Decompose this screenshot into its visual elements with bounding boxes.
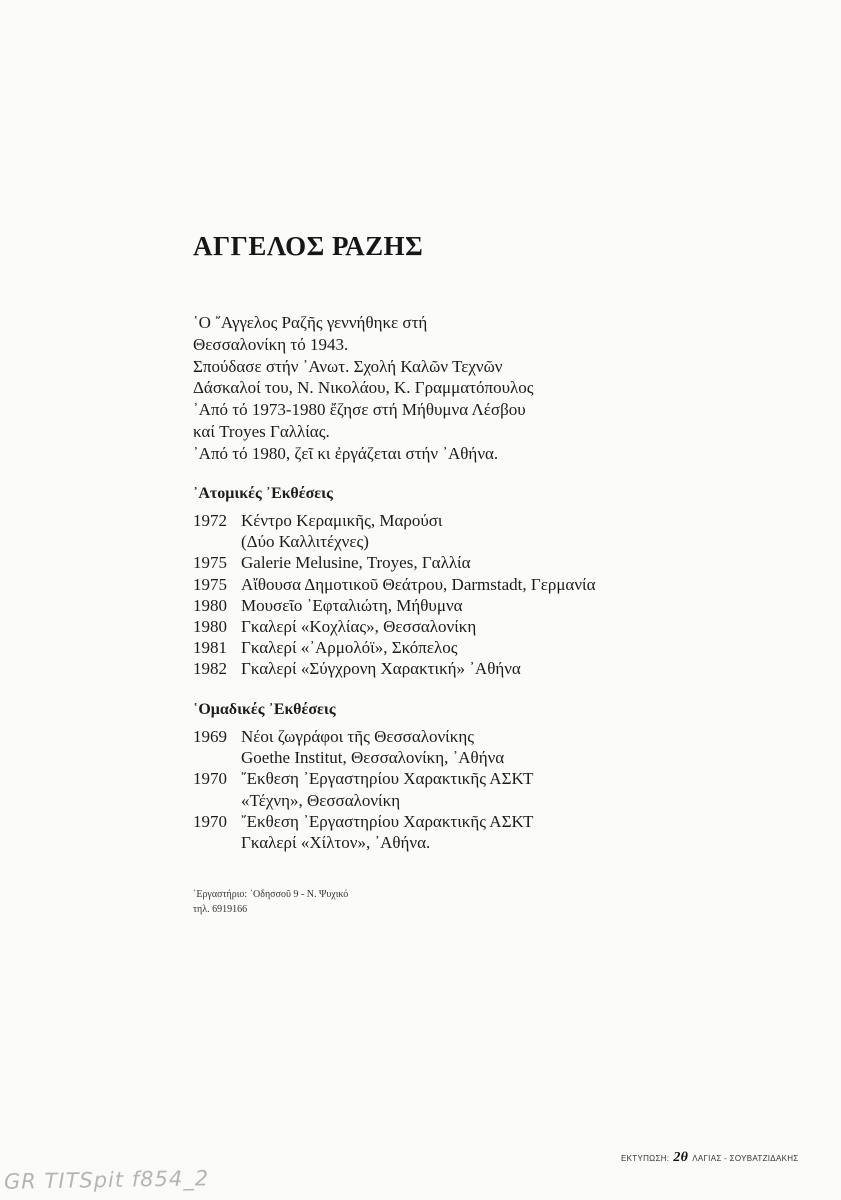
exhibition-details [241, 637, 457, 658]
printer-label: ΕΚΤΥΠΩΣΗ: [621, 1153, 670, 1163]
exhibition-venue-line: Νέοι ζωγράφοι τῆς Θεσσαλονίκης [241, 727, 474, 746]
exhibition-details [241, 510, 443, 552]
exhibition-year: 1975 [193, 574, 227, 594]
exhibition-venue-line: Γκαλερί «Κοχλίας», Θεσσαλονίκη [241, 617, 477, 637]
exhibition-year: 1982 [193, 659, 227, 679]
exhibition-venue-line: Μουσεῖο ᾿Εφταλιώτη, Μήθυμνα [241, 595, 463, 615]
exhibition-venue-line: Γκαλερί «᾿Αρμολόϊ», Σκόπελος [241, 638, 458, 658]
archive-handwritten-mark: GR TITSpit f854_2 [3, 1166, 210, 1194]
exhibition-venue-line: ῎Εκθεση ᾿Εργαστηρίου Χαρακτικῆς ΑΣΚΤ [241, 811, 534, 831]
bio-line: ᾿Από τό 1980, ζεῖ κι ἐργάζεται στήν ᾿Αθήνα. [193, 443, 499, 463]
exhibition-venue-line: «Τέχνη», Θεσσαλονίκη [241, 790, 401, 810]
exhibition-entry [193, 552, 596, 573]
exhibition-venue-line: Αἴθουσα Δημοτικοῦ Θεάτρου, Darmstadt, Γερμανία [241, 574, 596, 594]
solo-exhibitions-list [193, 510, 596, 680]
exhibition-venue-line: Κέντρο Κεραμικῆς, Μαρούσι [241, 511, 443, 530]
bio-line: καί Troyes Γαλλίας. [193, 421, 330, 441]
exhibition-venue-line: Goethe Institut, Θεσσαλονίκη, ᾿Αθήνα [241, 748, 505, 768]
solo-exhibitions-section [193, 484, 596, 680]
exhibition-venue-line: ῎Εκθεση ᾿Εργαστηρίου Χαρακτικῆς ΑΣΚΤ [241, 769, 534, 789]
exhibition-entry [193, 510, 596, 552]
bio-line: ῾Ο ῎Αγγελος Ραζῆς γεννήθηκε στή [193, 313, 428, 332]
exhibition-venue-line: Γκαλερί «Σύγχρονη Χαρακτική» ᾿Αθήνα [241, 659, 521, 679]
exhibition-entry [193, 616, 596, 637]
exhibition-year: 1970 [193, 769, 227, 789]
artist-name-title: ΑΓΓΕΛΟΣ ΡΑΖΗΣ [193, 231, 424, 261]
exhibition-entry [193, 768, 533, 810]
phone-line: τηλ. 6919166 [193, 904, 248, 915]
bio-line: Δάσκαλοί του, Ν. Νικολάου, Κ. Γραμματόπουλος [193, 378, 534, 398]
bio-line: Θεσσαλονίκη τό 1943. [193, 334, 349, 354]
exhibition-year: 1972 [193, 511, 227, 530]
exhibition-year: 1975 [193, 553, 227, 573]
exhibition-year: 1980 [193, 617, 227, 637]
printer-logo: 2θ [673, 1150, 689, 1165]
solo-exhibitions-heading: ᾿Ατομικές ᾿Εκθέσεις [193, 485, 333, 502]
address-line: ᾿Εργαστήριο: ᾿Οδησσοῦ 9 - Ν. Ψυχικό [193, 889, 349, 900]
exhibition-entry [193, 811, 533, 853]
exhibition-entry [193, 637, 596, 658]
exhibition-details [241, 616, 476, 637]
exhibition-entry [193, 658, 596, 679]
exhibition-details [241, 811, 533, 853]
exhibition-venue-line: Γκαλερί «Χίλτον», ᾿Αθήνα. [241, 833, 431, 853]
exhibition-year: 1969 [193, 727, 227, 746]
group-exhibitions-section [193, 700, 533, 853]
printer-credit [621, 1150, 799, 1166]
exhibition-details [241, 552, 471, 573]
bio-line: Σπούδασε στήν ᾿Ανωτ. Σχολή Καλῶν Τεχνῶν [193, 356, 503, 376]
bio-line: ᾿Από τό 1973-1980 ἔζησε στή Μήθυμνα Λέσβου [193, 400, 526, 420]
exhibition-entry [193, 726, 533, 768]
exhibition-year: 1970 [193, 811, 227, 831]
group-exhibitions-list [193, 726, 533, 853]
exhibition-entry [193, 574, 596, 595]
exhibition-entry [193, 595, 596, 616]
exhibition-year: 1981 [193, 638, 227, 658]
biography [193, 312, 533, 465]
printer-name: ΛΑΓΙΑΣ - ΣΟΥΒΑΤΖΙΔΑΚΗΣ [692, 1153, 799, 1163]
exhibition-details [241, 768, 533, 810]
exhibition-details [241, 658, 521, 679]
exhibition-details [241, 574, 596, 595]
exhibition-venue-line: (Δύο Καλλιτέχνες) [241, 532, 369, 552]
exhibition-details [241, 726, 504, 768]
exhibition-year: 1980 [193, 595, 227, 615]
exhibition-details [241, 595, 463, 616]
studio-address [193, 887, 348, 917]
group-exhibitions-heading: ῾Ομαδικές ᾿Εκθέσεις [193, 701, 336, 718]
exhibition-venue-line: Galerie Melusine, Troyes, Γαλλία [241, 553, 471, 573]
